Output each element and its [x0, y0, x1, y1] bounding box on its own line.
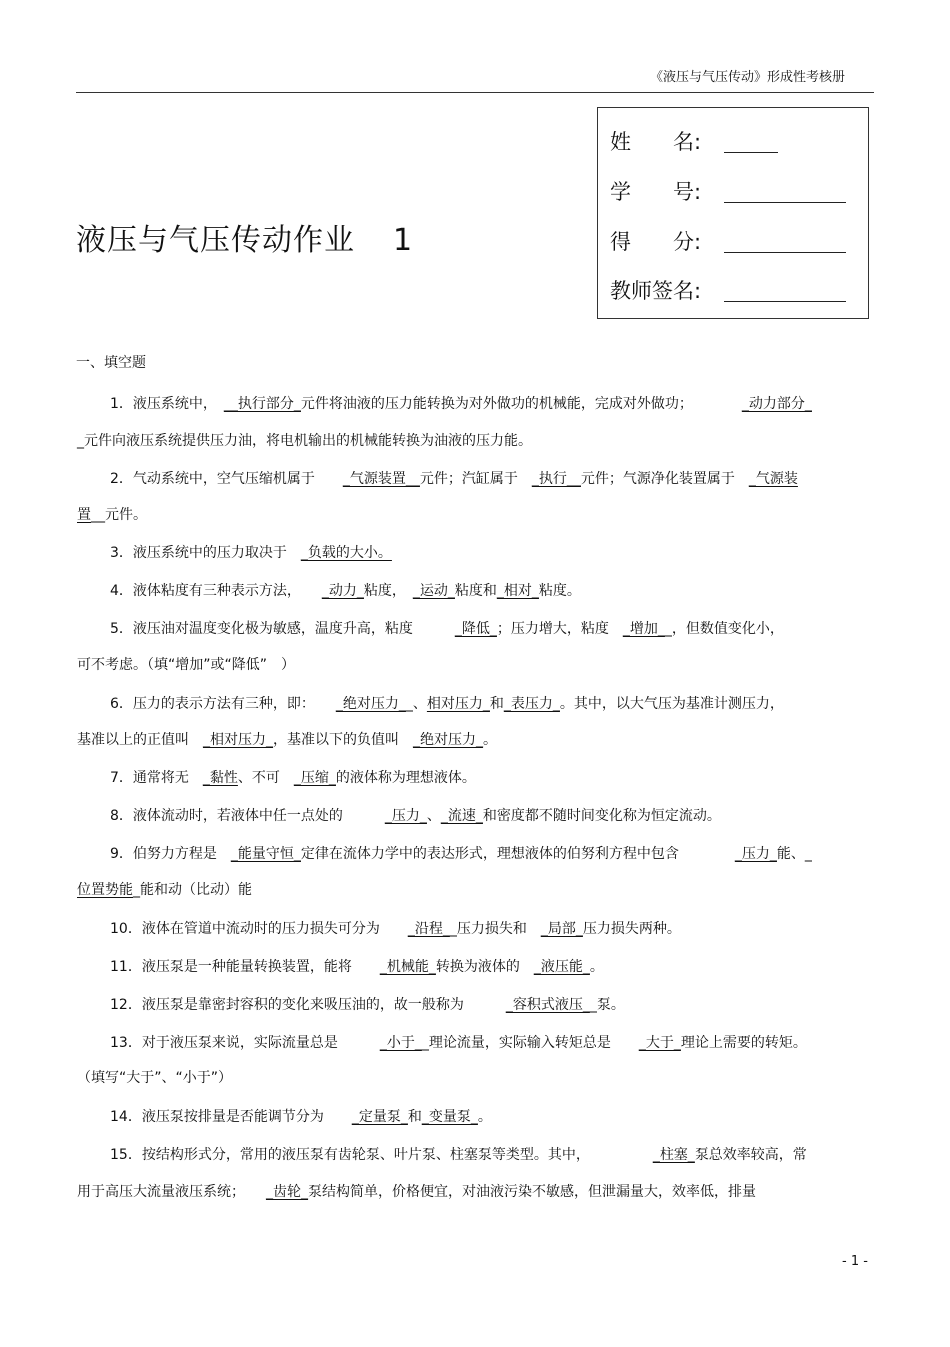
- question-text: _泵。: [589, 997, 625, 1013]
- answer-blank: _压力_: [384, 808, 427, 824]
- question-text: 。: [589, 959, 604, 975]
- question-text: 6．压力的表示方法有三种，即：: [110, 696, 336, 712]
- score-label: 得 分:: [610, 230, 702, 254]
- question-text: 5．液压油对温度变化极为敏感，温度升高，粘度: [110, 621, 455, 637]
- question-text: 和密度都不随时间变化称为恒定流动。: [482, 808, 721, 824]
- question-line: [110, 618, 784, 638]
- question-text: 11．液压泵是一种能量转换装置，能将: [110, 959, 380, 975]
- name-blank: [724, 152, 778, 153]
- question-line: [77, 430, 532, 450]
- answer-blank: _沿程_: [407, 921, 450, 937]
- question-text: 8．液体流动时，若液体中任一点处的: [110, 808, 385, 824]
- question-text: _、: [405, 696, 427, 712]
- question-line: [110, 918, 681, 938]
- question-text: 转换为液体的: [435, 959, 534, 975]
- answer-blank: _绝对压力_: [413, 732, 483, 748]
- student-id-row: [610, 176, 701, 206]
- question-text: 定律在流体力学中的表达形式，理想液体的伯努利方程中包含: [300, 846, 735, 862]
- student-id-blank: [724, 202, 846, 203]
- header-rule: [76, 92, 874, 93]
- answer-blank: __执行部分_: [223, 396, 301, 412]
- teacher-signature-label: 教师签名:: [610, 279, 702, 303]
- answer-blank: _容积式液压_: [505, 997, 590, 1013]
- question-text: 、: [426, 808, 441, 824]
- student-id-label: 学 号:: [610, 180, 702, 204]
- page-number: - 1 -: [842, 1254, 868, 1269]
- question-text: 7．通常将无: [110, 770, 203, 786]
- question-text: 。: [483, 732, 497, 748]
- question-text: 元件；气源净化装置属于: [580, 471, 749, 487]
- answer-blank: 置: [77, 507, 91, 523]
- question-text: 。: [477, 1109, 492, 1125]
- question-text: 泵总效率较高，常: [694, 1147, 807, 1163]
- title-number: 1: [393, 223, 414, 258]
- question-text: 用于高压大流量液压系统；: [77, 1184, 266, 1200]
- answer-blank: 位置势能: [77, 882, 133, 898]
- answer-blank: 相对压力_: [426, 696, 490, 712]
- question-text: _理论流量，实际输入转矩总是: [421, 1035, 639, 1051]
- question-text: 能、_: [776, 846, 812, 862]
- student-info-box: [597, 107, 869, 319]
- answer-blank: _表压力_: [503, 696, 560, 712]
- question-text: 可不考虑。（填“增加”或“降低” ）: [77, 657, 296, 673]
- question-text: 9．伯努力方程是: [110, 846, 231, 862]
- question-line: [110, 956, 604, 976]
- answer-blank: _气源装: [748, 471, 798, 487]
- question-line: [110, 542, 392, 562]
- answer-blank: _绝对压力_: [335, 696, 406, 712]
- question-text: 2．气动系统中，空气压缩机属于: [110, 471, 343, 487]
- name-label: 姓 名:: [610, 130, 702, 154]
- answer-blank: _黏性: [202, 770, 238, 786]
- question-text: 和: [407, 1109, 422, 1125]
- answer-blank: _气源装置__: [342, 471, 420, 487]
- running-header: 《液压与气压传动》形成性考核册: [650, 70, 846, 85]
- answer-blank: _液压能_: [533, 959, 590, 975]
- answer-blank: _相对_: [496, 583, 539, 599]
- question-line: [110, 994, 625, 1014]
- answer-blank: _小于_: [379, 1035, 422, 1051]
- question-text: 粘度，: [363, 583, 413, 599]
- answer-blank: _动力部分_: [741, 396, 812, 412]
- answer-blank: _机械能_: [379, 959, 436, 975]
- question-line: [110, 1144, 807, 1164]
- answer-blank: _能量守恒_: [230, 846, 301, 862]
- question-line: [110, 767, 476, 787]
- section-heading: 一、填空题: [76, 355, 146, 371]
- question-line: [110, 693, 784, 713]
- question-text: _元件向液压系统提供压力油，将电机输出的机械能转换为油液的压力能。: [77, 433, 532, 449]
- answer-blank: _运动_: [412, 583, 455, 599]
- question-text: 。其中，以大气压为基准计测压力，: [559, 696, 784, 712]
- question-line: [77, 729, 497, 749]
- question-line: [77, 1067, 232, 1087]
- answer-blank: _定量泵_: [351, 1109, 408, 1125]
- answer-blank: _降低_: [454, 621, 497, 637]
- question-text: 12．液压泵是靠密封容积的变化来吸压油的，故一般称为: [110, 997, 506, 1013]
- answer-blank: _相对压力_: [203, 732, 273, 748]
- answer-blank: _流速_: [440, 808, 483, 824]
- question-line: [110, 843, 812, 863]
- answer-blank: _压缩_: [293, 770, 336, 786]
- question-line: [77, 654, 295, 674]
- question-text: 基准以上的正值叫: [77, 732, 203, 748]
- answer-blank: _增加_: [622, 621, 665, 637]
- answer-blank: _压力_: [734, 846, 777, 862]
- answer-blank: _执行__: [531, 471, 581, 487]
- question-line: [110, 468, 798, 488]
- question-line: [110, 580, 581, 600]
- question-text: 的液体称为理想液体。: [335, 770, 476, 786]
- title-text: 液压与气压传动作业: [76, 223, 355, 258]
- answer-blank: _柱塞_: [652, 1147, 695, 1163]
- question-text: ；压力增大，粘度: [496, 621, 623, 637]
- question-text: 理论上需要的转矩。: [680, 1035, 807, 1051]
- question-text: 泵结构简单，价格便宜，对油液污染不敏感，但泄漏量大，效率低，排量: [308, 1184, 756, 1200]
- name-row: [610, 126, 701, 156]
- question-line: [77, 504, 147, 524]
- score-blank: [724, 252, 846, 253]
- question-line: [110, 1032, 807, 1052]
- question-text: 10．液体在管道中流动时的压力损失可分为: [110, 921, 408, 937]
- question-line: [110, 393, 812, 413]
- question-text: 4．液体粘度有三种表示方法，: [110, 583, 322, 599]
- teacher-signature-row: [610, 275, 701, 305]
- question-text: _压力损失和: [449, 921, 541, 937]
- question-text: 13．对于液压泵来说，实际流量总是: [110, 1035, 380, 1051]
- answer-blank: _变量泵_: [421, 1109, 478, 1125]
- question-text: 14．液压泵按排量是否能调节分为: [110, 1109, 352, 1125]
- question-line: [110, 1106, 492, 1126]
- question-text: 、不可: [237, 770, 294, 786]
- answer-blank: _大于_: [638, 1035, 681, 1051]
- question-text: 压力损失两种。: [582, 921, 681, 937]
- question-text: 粘度。: [538, 583, 581, 599]
- question-text: 粘度和: [454, 583, 497, 599]
- question-text: 和: [489, 696, 504, 712]
- answer-blank: _齿轮_: [266, 1184, 308, 1200]
- question-line: [77, 879, 252, 899]
- question-line: [110, 805, 721, 825]
- question-text: __元件。: [91, 507, 147, 523]
- question-text: 15．按结构形式分，常用的液压泵有齿轮泵、叶片泵、柱塞泵等类型。其中，: [110, 1147, 653, 1163]
- score-row: [610, 226, 701, 256]
- answer-blank: _负载的大小。: [300, 545, 392, 561]
- question-line: [77, 1181, 756, 1201]
- question-text: 3．液压系统中的压力取决于: [110, 545, 301, 561]
- question-text: _，但数值变化小，: [664, 621, 784, 637]
- page-title: [76, 215, 413, 259]
- answer-blank: _动力_: [321, 583, 364, 599]
- teacher-signature-blank: [724, 301, 846, 302]
- question-text: 元件将油液的压力能转换为对外做功的机械能，完成对外做功；: [300, 396, 742, 412]
- question-text: _能和动（比动）能: [133, 882, 252, 898]
- question-text: 1．液压系统中，: [110, 396, 224, 412]
- answer-blank: _局部_: [540, 921, 583, 937]
- question-text: ，基准以下的负值叫: [273, 732, 413, 748]
- question-text: （填写“大于”、“小于”）: [77, 1070, 233, 1086]
- question-text: 元件；汽缸属于: [419, 471, 532, 487]
